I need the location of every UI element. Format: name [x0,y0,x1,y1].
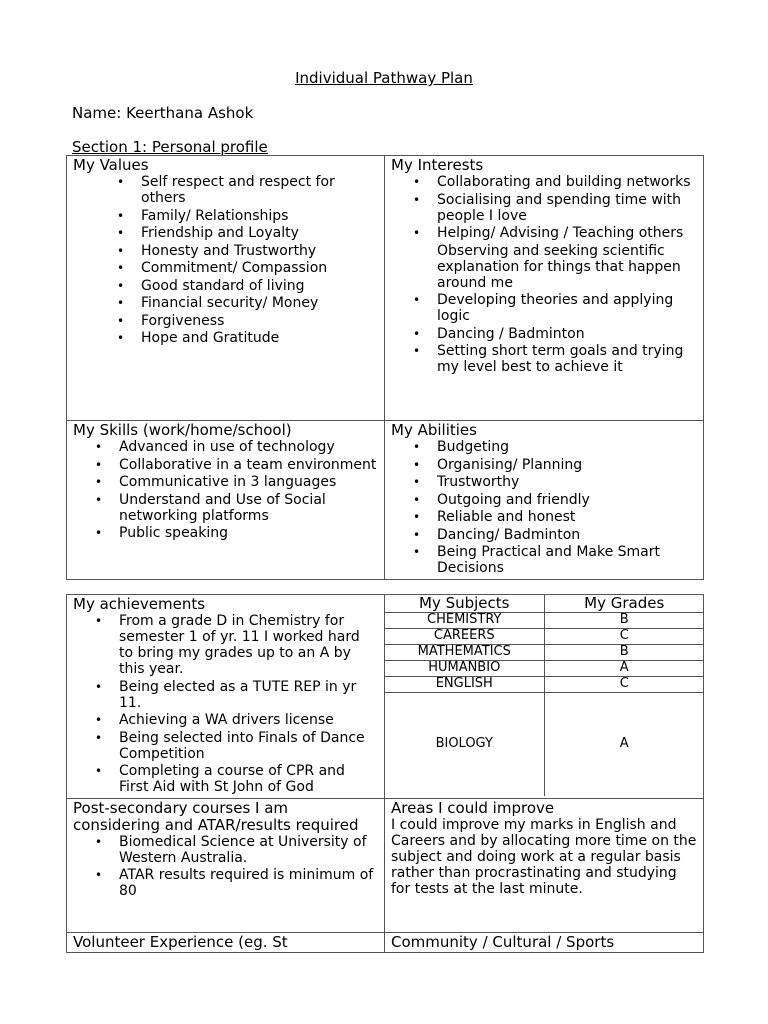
subject-grade: A [544,692,704,796]
list-item: • Dancing/ Badminton [437,527,697,543]
list-item: • Developing theories and applying logic [437,292,697,324]
list-item: • Collaborative in a team environment [119,457,378,473]
achievements-heading: My achievements [73,595,206,613]
list-item: • Communicative in 3 languages [119,474,378,490]
volunteer-cell [67,932,385,952]
list-item: • Achieving a WA drivers license [119,712,378,728]
improve-heading: Areas I could improve [391,798,555,817]
achievements-cell [67,595,385,799]
list-item: • Socialising and spending time with people I love [437,192,697,224]
subject-grade: B [544,612,704,628]
list-item: • Honesty and Trustworthy [141,243,378,259]
list-item: • Good standard of living [141,278,378,294]
list-item: • Collaborating and building networks [437,174,697,190]
community-heading: Community / Cultural / Sports [391,932,615,951]
subject-name: CHEMISTRY [385,612,544,628]
list-item: • Dancing / Badminton [437,326,697,342]
post-secondary-cell [67,798,385,932]
list-item: • Helping/ Advising / Teaching others [437,225,697,241]
list-item: • Public speaking [119,525,378,541]
interests-cell [385,156,704,421]
list-item: • ATAR results required is minimum of 80 [119,867,378,899]
skills-heading: My Skills (work/home/school) [73,421,292,439]
list-item: • Budgeting [437,439,697,455]
subject-grade: C [544,628,704,644]
subjects-grades-table [385,595,704,796]
interests-list [391,174,697,375]
list-item: • Forgiveness [141,313,378,329]
improve-cell [385,798,704,932]
subject-grade: A [544,660,704,676]
list-item: • Organising/ Planning [437,457,697,473]
list-item: • Reliable and honest [437,509,697,525]
list-item: • Being selected into Finals of Dance Competition [119,730,378,762]
subjects-cell [385,595,704,799]
list-item: • Outgoing and friendly [437,492,697,508]
improve-text: I could improve my marks in English and Careers and by allocating more time on the subject and doing work at a regular basis rather than procrastinating and studying for tests at the last minute. [391,816,697,897]
post-secondary-list [73,834,378,900]
skills-list [73,439,378,541]
subject-grade: C [544,676,704,692]
list-item: • From a grade D in Chemistry for semester 1 of yr. 11 I worked hard to bring my grades up to an A by this year. [119,613,378,677]
post-secondary-heading: Post-secondary courses I am considering and ATAR/results required [73,798,359,834]
list-item: • Family/ Relationships [141,208,378,224]
interests-heading: My Interests [391,156,484,174]
profile-table [66,155,704,580]
document-title: Individual Pathway Plan [295,69,473,87]
abilities-cell [385,421,704,580]
list-item: • Financial security/ Money [141,295,378,311]
volunteer-heading: Volunteer Experience (eg. St [73,932,288,951]
achievements-list [73,613,378,795]
list-item: • Self respect and respect for others [141,174,378,206]
abilities-heading: My Abilities [391,421,477,439]
subject-name: CAREERS [385,628,544,644]
grades-header: My Grades [544,595,704,612]
list-item: • Understand and Use of Social networking platforms [119,492,378,524]
subject-grade: B [544,644,704,660]
list-item: • Advanced in use of technology [119,439,378,455]
subject-name: MATHEMATICS [385,644,544,660]
skills-cell [67,421,385,580]
list-item: • Completing a course of CPR and First Aid with St John of God [119,763,378,795]
list-item: • Being Practical and Make Smart Decisions [437,544,697,576]
student-name: Name: Keerthana Ashok [72,104,254,122]
values-list [73,174,378,346]
achievements-table [66,594,704,953]
list-item: • Hope and Gratitude [141,330,378,346]
list-item: • Setting short term goals and trying my level best to achieve it [437,343,697,375]
values-heading: My Values [73,156,149,174]
list-item: Observing and seeking scientific explanation for things that happen around me [437,242,681,291]
list-item: • Being elected as a TUTE REP in yr 11. [119,679,378,711]
subject-name: HUMANBIO [385,660,544,676]
list-item: • Trustworthy [437,474,697,490]
list-item: • Friendship and Loyalty [141,225,378,241]
list-item: • Biomedical Science at University of Western Australia. [119,834,378,866]
list-item: • Commitment/ Compassion [141,260,378,276]
subject-name: BIOLOGY [385,692,544,796]
section-heading: Section 1: Personal profile [72,138,268,156]
abilities-list [391,439,697,576]
values-cell [67,156,385,421]
community-cell [385,932,704,952]
subject-name: ENGLISH [385,676,544,692]
subjects-header: My Subjects [385,595,544,612]
